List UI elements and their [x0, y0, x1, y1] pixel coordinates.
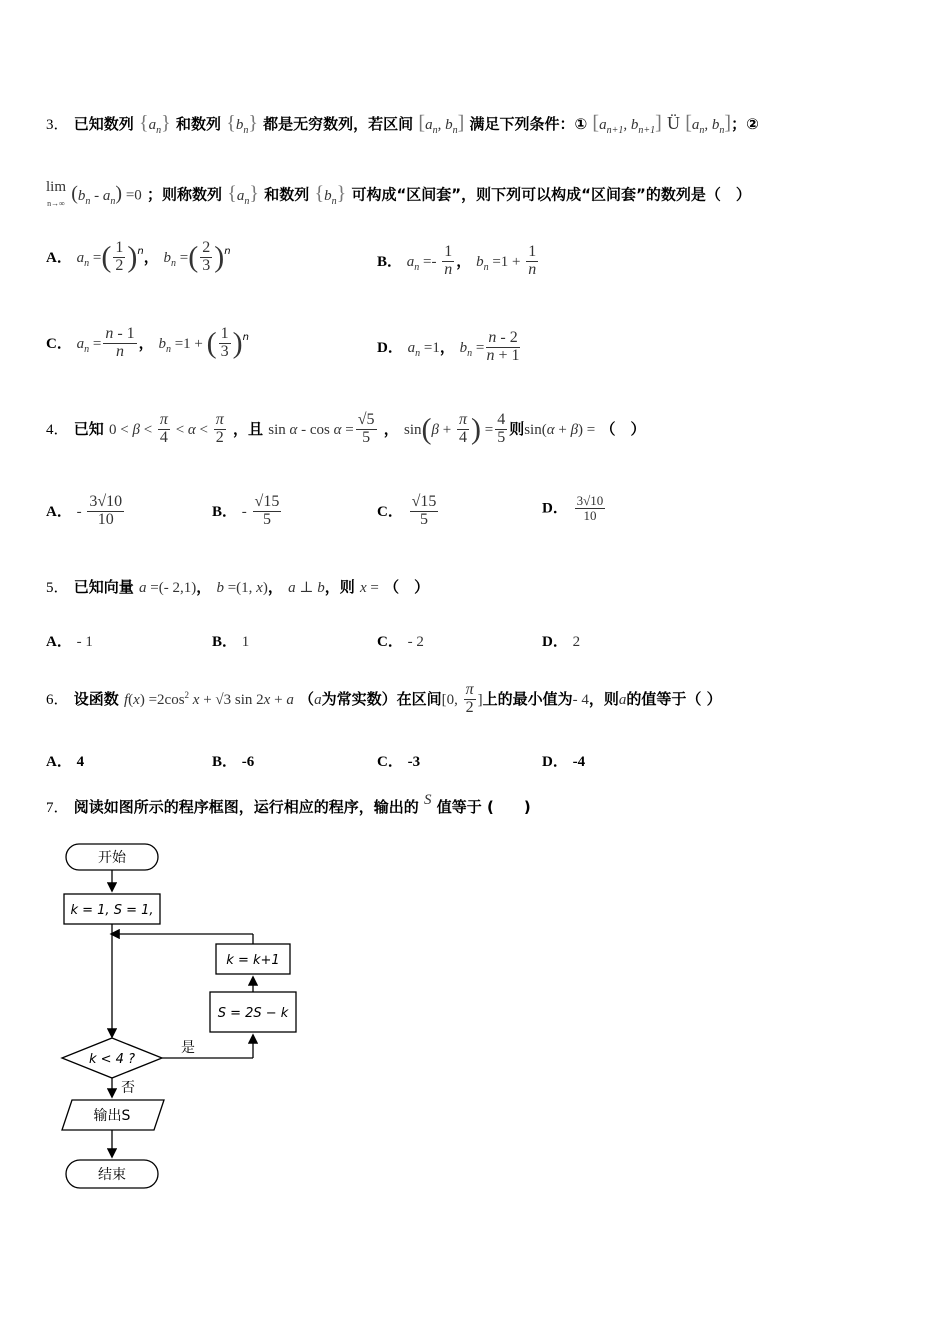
q4-option-a[interactable]: A． - $\frac{3√10}{10}$: [46, 493, 123, 528]
q5-option-b[interactable]: B． 1: [212, 634, 250, 650]
q3-stem-line2: lim n→∞ $(b_n - a_n) =0$ ；则称数列 $\{a_n\}$ 和数列 $\{b_n\}$ 可构成“区间套”，则下列可以构成“区间套”的数列是（ ）: [46, 179, 751, 208]
q4-option-c[interactable]: C． $\frac{√15}{5}$: [377, 493, 437, 528]
q4-option-d[interactable]: D． $\frac{3√10}{10}$: [542, 493, 604, 523]
flow-update-k-text: k = k+1: [226, 953, 280, 968]
q4-stem: 4． 已知 0 < β < $\frac{\pi}{4}$ < α < $\frac{\pi}{2}$ ，且 sin α - cos α = $\frac{√5}{5}$ ， sin(β + $\frac{\pi}{4}$ ) = $\frac{4}{5}$ 则sin(α + β) = （ ）: [46, 411, 646, 446]
q3-option-a[interactable]: A． $a_n$ =( $\frac{1}{2}$ )$^n$， $b_n$ =( $\frac{2}{3}$ )$^n$: [46, 239, 231, 274]
flow-condition-text: k < 4 ?: [89, 1052, 135, 1067]
q5-option-c[interactable]: C． - 2: [377, 634, 424, 650]
q3-number: 3: [46, 117, 54, 133]
q4-option-b[interactable]: B． - $\frac{√15}{5}$: [212, 493, 280, 528]
flow-start-text: 开始: [98, 850, 126, 866]
flow-end-text: 结束: [98, 1167, 126, 1183]
q6-option-b[interactable]: B． -6: [212, 754, 255, 770]
flow-output-text: 输出S: [93, 1108, 131, 1124]
q3-option-d[interactable]: D． $a_n =1$， $b_n$ = $\frac{n - 2}{n + 1}$: [377, 329, 520, 364]
q6-option-c[interactable]: C． -3: [377, 754, 421, 770]
q5-stem: 5． 已知向量 a =(- 2,1)， b =(1, x)， a ⊥ b，则 x = （ ）: [46, 578, 430, 596]
q6-option-d[interactable]: D． -4: [542, 754, 586, 770]
q6-option-a[interactable]: A． 4: [46, 754, 85, 770]
q7-stem: 7． 阅读如图所示的程序框图，运行相应的程序，输出的 S 值等于 ( ): [46, 792, 531, 816]
flowchart: [50, 838, 310, 1198]
q6-stem: 6． 设函数 $f(x) =2\cos^2$ x + √3 sin 2x + a （a为常实数）在区间[0, $\frac{\pi}{2}$ ]上的最小值为- 4，则a的值等于（ ）: [46, 681, 722, 716]
q3-stem-line1: 3． 已知数列 $\{a_n\}$ 和数列 $\{b_n\}$ 都是无穷数列，若区间 [$a_n$, $b_n$] 满足下列条件：① [$a_{n+1}$, $b_{n+1}$] Ü [$a_n$, $b_n$]；②: [46, 112, 759, 136]
flow-yes-text: 是: [181, 1040, 195, 1056]
q5-option-d[interactable]: D． 2: [542, 634, 581, 650]
q3-option-c[interactable]: C． $a_n$ = $\frac{n - 1}{n}$ ， $b_n =1$ + ( $\frac{1}{3}$ )$^n$: [46, 325, 249, 360]
q3-option-b[interactable]: B． $a_n$ =- $\frac{1}{n}$ ， $b_n =1$ + $\frac{1}{n}$: [377, 243, 537, 278]
flow-update-s-text: S = 2S − k: [217, 1006, 289, 1021]
flow-no-text: 否: [121, 1080, 135, 1096]
q5-option-a[interactable]: A． - 1: [46, 634, 93, 650]
flow-init-text: k = 1, S = 1,: [70, 903, 154, 918]
